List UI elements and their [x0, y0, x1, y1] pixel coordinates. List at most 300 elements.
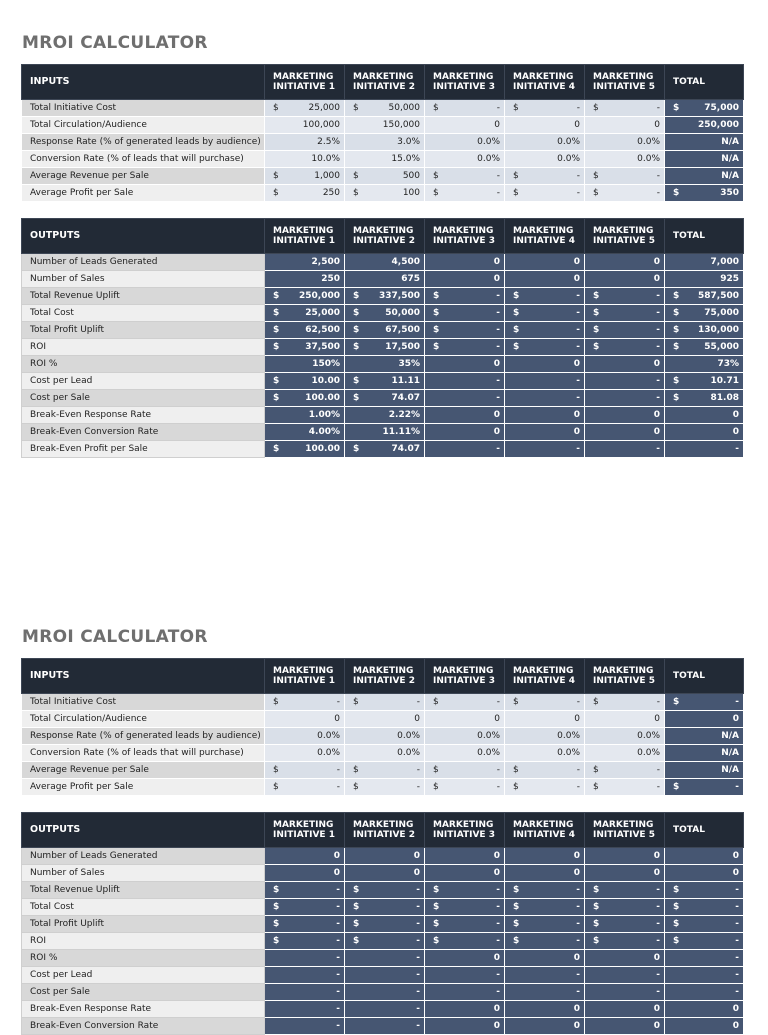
value-cell[interactable] — [345, 711, 425, 728]
row-label: Total Profit Uplift — [22, 322, 265, 339]
column-header-initiative: MARKETING INITIATIVE 2 — [345, 813, 425, 848]
cell-value: - — [576, 782, 580, 792]
cell-value: 0 — [653, 427, 660, 437]
cell-value: 0 — [414, 714, 420, 724]
cell-value: - — [576, 970, 580, 980]
table-row — [22, 865, 744, 882]
currency-symbol: $ — [433, 325, 440, 335]
cell-value: 100.00 — [305, 444, 340, 454]
table-row — [22, 390, 744, 407]
value-cell[interactable] — [345, 185, 425, 202]
row-label: ROI % — [22, 356, 265, 373]
value-cell — [585, 288, 665, 305]
value-cell[interactable] — [425, 694, 505, 711]
value-cell[interactable] — [345, 134, 425, 151]
value-cell[interactable] — [265, 117, 345, 134]
currency-symbol: $ — [353, 291, 360, 301]
cell-value: - — [576, 936, 580, 946]
cell-value: - — [416, 919, 420, 929]
value-cell[interactable] — [265, 694, 345, 711]
value-cell — [585, 848, 665, 865]
value-cell — [345, 322, 425, 339]
currency-symbol: $ — [513, 919, 520, 929]
value-cell[interactable] — [505, 711, 585, 728]
cell-value: - — [735, 919, 739, 929]
table-row — [22, 339, 744, 356]
currency-symbol: $ — [673, 291, 680, 301]
currency-symbol: $ — [353, 885, 360, 895]
cell-value: - — [656, 291, 660, 301]
value-cell[interactable] — [585, 100, 665, 117]
currency-symbol: $ — [673, 103, 680, 113]
value-cell[interactable] — [505, 694, 585, 711]
value-cell — [425, 1001, 505, 1018]
value-cell — [425, 865, 505, 882]
row-label: Average Revenue per Sale — [22, 168, 265, 185]
cell-value: 0 — [653, 359, 660, 369]
value-cell[interactable] — [585, 711, 665, 728]
cell-value: 7,000 — [710, 257, 739, 267]
cell-value: 75,000 — [704, 308, 739, 318]
cell-value: - — [735, 444, 739, 454]
value-cell — [425, 373, 505, 390]
cell-value: - — [656, 376, 660, 386]
value-cell[interactable] — [585, 134, 665, 151]
currency-symbol: $ — [593, 697, 599, 707]
cell-value: 250 — [321, 274, 340, 284]
cell-value: 0 — [574, 714, 580, 724]
value-cell — [425, 933, 505, 950]
value-cell — [585, 950, 665, 967]
value-cell[interactable] — [585, 762, 665, 779]
cell-value: 0.0% — [477, 137, 500, 147]
cell-value: 0 — [493, 410, 500, 420]
currency-symbol: $ — [673, 885, 680, 895]
value-cell[interactable] — [265, 168, 345, 185]
cell-value: 0.0% — [317, 731, 340, 741]
value-cell[interactable] — [345, 745, 425, 762]
column-header-initiative: MARKETING INITIATIVE 2 — [345, 659, 425, 694]
value-cell[interactable] — [345, 694, 425, 711]
value-cell — [265, 882, 345, 899]
cell-value: 0 — [493, 953, 500, 963]
value-cell[interactable] — [505, 100, 585, 117]
column-header-initiative: MARKETING INITIATIVE 4 — [505, 219, 585, 254]
cell-value: - — [576, 171, 580, 181]
total-cell — [665, 441, 744, 458]
total-cell — [665, 339, 744, 356]
table-row — [22, 728, 744, 745]
cell-value: 0 — [732, 1004, 739, 1014]
cell-value: - — [656, 308, 660, 318]
cell-value: 37,500 — [305, 342, 340, 352]
value-cell — [585, 254, 665, 271]
value-cell[interactable] — [425, 779, 505, 796]
currency-symbol: $ — [513, 291, 520, 301]
value-cell — [585, 339, 665, 356]
cell-value: - — [496, 325, 500, 335]
cell-value: - — [336, 1021, 340, 1031]
value-cell — [425, 339, 505, 356]
value-cell[interactable] — [585, 728, 665, 745]
column-header-initiative: MARKETING INITIATIVE 1 — [265, 813, 345, 848]
cell-value: - — [576, 376, 580, 386]
value-cell[interactable] — [505, 728, 585, 745]
value-cell — [585, 916, 665, 933]
value-cell — [265, 848, 345, 865]
value-cell — [345, 441, 425, 458]
value-cell — [345, 373, 425, 390]
cell-value: - — [416, 970, 420, 980]
total-cell — [665, 779, 744, 796]
currency-symbol: $ — [433, 103, 439, 113]
value-cell[interactable] — [345, 728, 425, 745]
value-cell — [345, 950, 425, 967]
table-row — [22, 916, 744, 933]
value-cell — [265, 950, 345, 967]
row-label: Break-Even Conversion Rate — [22, 1018, 265, 1035]
outputs-table — [21, 218, 744, 458]
value-cell — [265, 390, 345, 407]
row-label: Total Initiative Cost — [22, 694, 265, 711]
value-cell[interactable] — [425, 762, 505, 779]
cell-value: 1,000 — [314, 171, 340, 181]
value-cell[interactable] — [345, 117, 425, 134]
currency-symbol: $ — [433, 902, 440, 912]
cell-value: 0.0% — [637, 154, 660, 164]
cell-value: 0 — [732, 427, 739, 437]
value-cell[interactable] — [505, 762, 585, 779]
cell-value: 0.0% — [477, 731, 500, 741]
currency-symbol: $ — [273, 902, 280, 912]
total-cell — [665, 882, 744, 899]
cell-value: 0 — [494, 120, 500, 130]
row-label: Break-Even Profit per Sale — [22, 441, 265, 458]
table-row — [22, 424, 744, 441]
cell-value: 0 — [333, 851, 340, 861]
currency-symbol: $ — [353, 308, 360, 318]
value-cell[interactable] — [265, 100, 345, 117]
cell-value: 0 — [654, 120, 660, 130]
cell-value: - — [496, 291, 500, 301]
column-header-initiative: MARKETING INITIATIVE 3 — [425, 813, 505, 848]
cell-value: - — [416, 885, 420, 895]
cell-value: - — [496, 188, 500, 198]
value-cell[interactable] — [345, 779, 425, 796]
cell-value: - — [576, 325, 580, 335]
cell-value: - — [576, 393, 580, 403]
currency-symbol: $ — [593, 902, 600, 912]
currency-symbol: $ — [593, 308, 600, 318]
table-row — [22, 779, 744, 796]
row-label: Average Profit per Sale — [22, 185, 265, 202]
cell-value: 675 — [401, 274, 420, 284]
total-cell — [665, 424, 744, 441]
total-cell — [665, 1001, 744, 1018]
currency-symbol: $ — [273, 393, 280, 403]
currency-symbol: $ — [353, 936, 360, 946]
cell-value: 25,000 — [308, 103, 340, 113]
value-cell[interactable] — [265, 711, 345, 728]
cell-value: - — [576, 765, 580, 775]
value-cell — [505, 390, 585, 407]
cell-value: - — [416, 936, 420, 946]
column-header-total: TOTAL — [665, 659, 744, 694]
value-cell — [265, 865, 345, 882]
column-header-total: TOTAL — [665, 65, 744, 100]
value-cell — [265, 984, 345, 1001]
value-cell[interactable] — [505, 117, 585, 134]
value-cell[interactable] — [505, 168, 585, 185]
currency-symbol: $ — [353, 393, 360, 403]
column-header-initiative: MARKETING INITIATIVE 5 — [585, 65, 665, 100]
cell-value: 0 — [732, 851, 739, 861]
value-cell[interactable] — [585, 779, 665, 796]
value-cell — [505, 967, 585, 984]
value-cell — [265, 933, 345, 950]
value-cell — [585, 933, 665, 950]
value-cell[interactable] — [265, 185, 345, 202]
table-row — [22, 762, 744, 779]
value-cell — [425, 322, 505, 339]
currency-symbol: $ — [353, 444, 360, 454]
cell-value: 74.07 — [391, 444, 420, 454]
value-cell[interactable] — [345, 168, 425, 185]
value-cell[interactable] — [505, 151, 585, 168]
row-label: Total Cost — [22, 899, 265, 916]
cell-value: 50,000 — [388, 103, 420, 113]
currency-symbol: $ — [353, 697, 359, 707]
value-cell[interactable] — [505, 779, 585, 796]
total-cell — [665, 254, 744, 271]
value-cell — [585, 390, 665, 407]
cell-value: - — [336, 936, 340, 946]
value-cell[interactable] — [345, 151, 425, 168]
total-cell — [665, 271, 744, 288]
cell-value: 0 — [333, 868, 340, 878]
table-row — [22, 950, 744, 967]
cell-value: 0 — [493, 274, 500, 284]
value-cell[interactable] — [585, 185, 665, 202]
value-cell — [265, 899, 345, 916]
currency-symbol: $ — [593, 765, 599, 775]
value-cell — [425, 441, 505, 458]
total-cell — [665, 984, 744, 1001]
value-cell — [425, 390, 505, 407]
row-label: Average Revenue per Sale — [22, 762, 265, 779]
total-cell — [665, 950, 744, 967]
value-cell — [345, 305, 425, 322]
cell-value: - — [496, 103, 500, 113]
cell-value: 73% — [717, 359, 739, 369]
total-cell — [665, 745, 744, 762]
cell-value: - — [656, 919, 660, 929]
value-cell[interactable] — [425, 711, 505, 728]
currency-symbol: $ — [273, 697, 279, 707]
value-cell — [345, 899, 425, 916]
cell-value: 0.0% — [557, 748, 580, 758]
total-cell — [665, 288, 744, 305]
table-row — [22, 134, 744, 151]
value-cell[interactable] — [425, 728, 505, 745]
column-header-initiative: MARKETING INITIATIVE 1 — [265, 659, 345, 694]
value-cell — [585, 305, 665, 322]
value-cell[interactable] — [425, 117, 505, 134]
cell-value: - — [336, 970, 340, 980]
cell-value: - — [656, 697, 660, 707]
value-cell — [505, 322, 585, 339]
currency-symbol: $ — [433, 765, 439, 775]
value-cell[interactable] — [425, 745, 505, 762]
row-label: ROI % — [22, 950, 265, 967]
cell-value: 100,000 — [302, 120, 340, 130]
cell-value: - — [416, 1021, 420, 1031]
row-label: Cost per Sale — [22, 390, 265, 407]
table-row — [22, 882, 744, 899]
value-cell[interactable] — [345, 762, 425, 779]
value-cell[interactable] — [585, 151, 665, 168]
currency-symbol: $ — [513, 342, 520, 352]
total-cell — [665, 762, 744, 779]
value-cell — [345, 339, 425, 356]
cell-value: - — [416, 765, 420, 775]
total-cell — [665, 168, 744, 185]
cell-value: 0.0% — [557, 731, 580, 741]
value-cell — [425, 899, 505, 916]
cell-value: - — [576, 188, 580, 198]
table-row — [22, 288, 744, 305]
value-cell[interactable] — [265, 779, 345, 796]
currency-symbol: $ — [673, 393, 680, 403]
table-row — [22, 407, 744, 424]
total-cell — [665, 134, 744, 151]
value-cell — [585, 984, 665, 1001]
value-cell[interactable] — [425, 100, 505, 117]
value-cell — [585, 899, 665, 916]
value-cell[interactable] — [425, 185, 505, 202]
currency-symbol: $ — [513, 765, 519, 775]
value-cell[interactable] — [505, 185, 585, 202]
currency-symbol: $ — [433, 171, 439, 181]
cell-value: 350 — [720, 188, 739, 198]
column-header-initiative: MARKETING INITIATIVE 2 — [345, 65, 425, 100]
value-cell — [345, 916, 425, 933]
cell-value: - — [496, 919, 500, 929]
cell-value: 0 — [493, 1004, 500, 1014]
currency-symbol: $ — [513, 782, 519, 792]
value-cell[interactable] — [505, 745, 585, 762]
cell-value: 4.00% — [308, 427, 340, 437]
table-row — [22, 694, 744, 711]
value-cell[interactable] — [505, 134, 585, 151]
currency-symbol: $ — [593, 885, 600, 895]
cell-value: 0 — [653, 274, 660, 284]
table-row — [22, 271, 744, 288]
value-cell[interactable] — [585, 694, 665, 711]
cell-value: - — [576, 308, 580, 318]
value-cell[interactable] — [265, 151, 345, 168]
value-cell[interactable] — [585, 745, 665, 762]
currency-symbol: $ — [273, 444, 280, 454]
currency-symbol: $ — [273, 376, 280, 386]
column-header-initiative: MARKETING INITIATIVE 5 — [585, 813, 665, 848]
currency-symbol: $ — [673, 188, 680, 198]
value-cell — [585, 356, 665, 373]
value-cell[interactable] — [345, 100, 425, 117]
value-cell[interactable] — [265, 728, 345, 745]
value-cell[interactable] — [425, 134, 505, 151]
row-label: Total Initiative Cost — [22, 100, 265, 117]
value-cell[interactable] — [265, 762, 345, 779]
total-cell — [665, 373, 744, 390]
currency-symbol: $ — [673, 342, 680, 352]
value-cell[interactable] — [585, 168, 665, 185]
cell-value: - — [656, 970, 660, 980]
value-cell[interactable] — [425, 151, 505, 168]
value-cell[interactable] — [425, 168, 505, 185]
value-cell — [265, 305, 345, 322]
table-row — [22, 151, 744, 168]
value-cell — [505, 407, 585, 424]
value-cell — [505, 916, 585, 933]
value-cell[interactable] — [585, 117, 665, 134]
cell-value: - — [496, 342, 500, 352]
row-label: Number of Sales — [22, 271, 265, 288]
value-cell — [425, 848, 505, 865]
table-row — [22, 1001, 744, 1018]
currency-symbol: $ — [593, 342, 600, 352]
value-cell — [345, 390, 425, 407]
cell-value: 0 — [653, 257, 660, 267]
currency-symbol: $ — [273, 885, 280, 895]
cell-value: - — [656, 342, 660, 352]
currency-symbol: $ — [593, 936, 600, 946]
total-cell — [665, 967, 744, 984]
cell-value: - — [735, 885, 739, 895]
cell-value: 0 — [653, 851, 660, 861]
cell-value: - — [336, 902, 340, 912]
currency-symbol: $ — [673, 919, 680, 929]
cell-value: - — [496, 782, 500, 792]
cell-value: - — [656, 444, 660, 454]
currency-symbol: $ — [353, 919, 360, 929]
cell-value: 0 — [413, 851, 420, 861]
table-row — [22, 745, 744, 762]
value-cell[interactable] — [265, 745, 345, 762]
row-label: Total Profit Uplift — [22, 916, 265, 933]
cell-value: - — [416, 953, 420, 963]
cell-value: N/A — [721, 171, 739, 181]
cell-value: 0 — [494, 714, 500, 724]
cell-value: 100.00 — [305, 393, 340, 403]
currency-symbol: $ — [673, 376, 680, 386]
total-cell — [665, 356, 744, 373]
currency-symbol: $ — [433, 188, 439, 198]
row-label: Total Cost — [22, 305, 265, 322]
cell-value: N/A — [721, 731, 739, 741]
cell-value: 1.00% — [308, 410, 340, 420]
currency-symbol: $ — [273, 291, 280, 301]
value-cell — [425, 305, 505, 322]
cell-value: - — [416, 987, 420, 997]
value-cell[interactable] — [265, 134, 345, 151]
total-cell — [665, 407, 744, 424]
table-row — [22, 933, 744, 950]
row-label: ROI — [22, 339, 265, 356]
cell-value: 0 — [493, 1021, 500, 1031]
column-header-total: TOTAL — [665, 219, 744, 254]
currency-symbol: $ — [433, 782, 439, 792]
